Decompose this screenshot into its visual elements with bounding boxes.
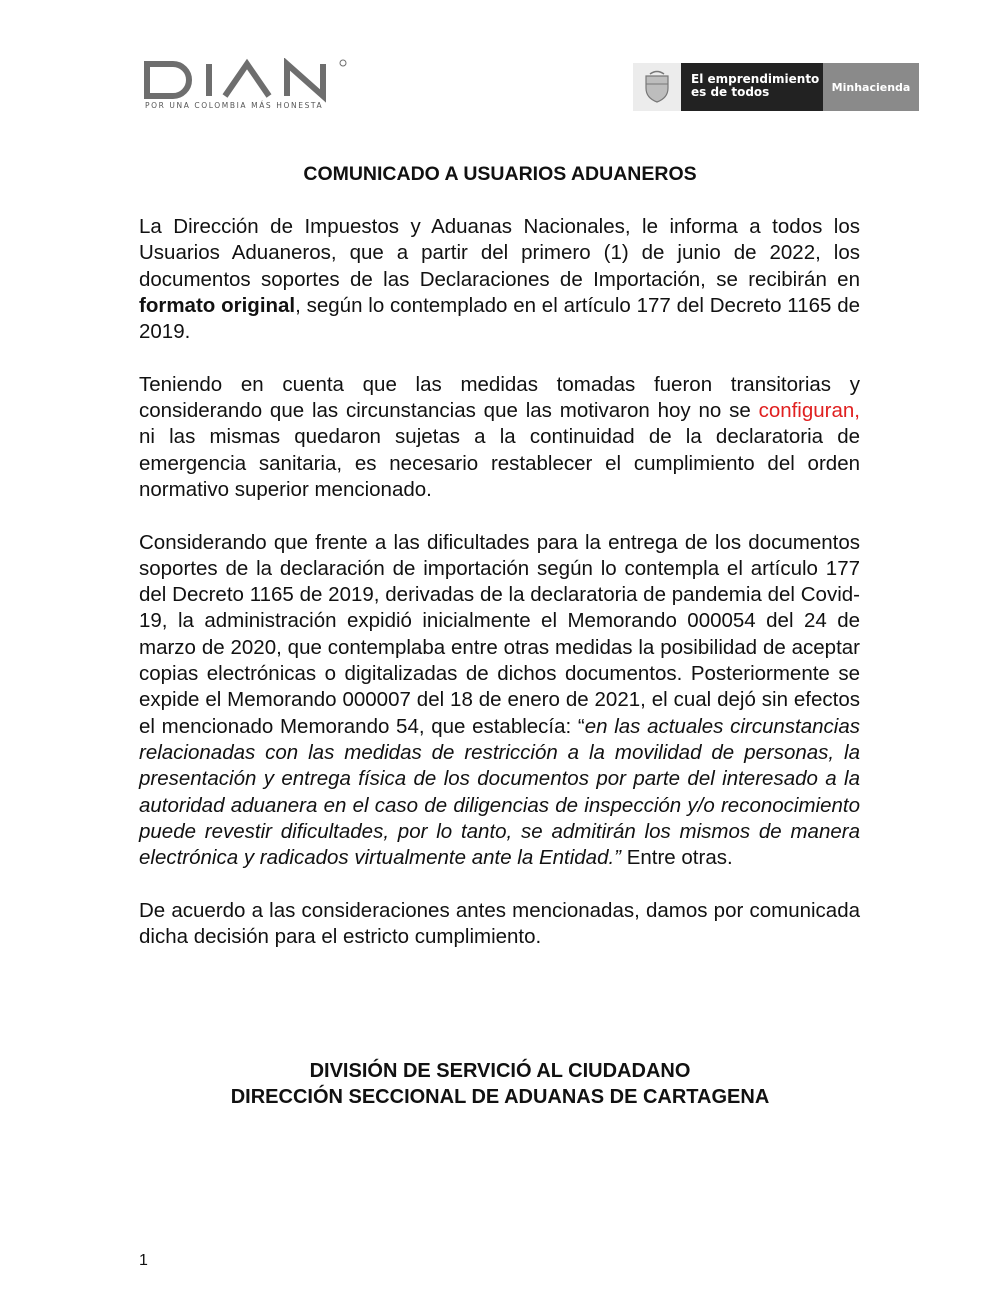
p2-text-b: ni las mismas quedaron sujetas a la continuidad de la declaratoria de emergencia sanitaria, es necesario restablecer el cumplimiento del orden normativo superior mencionado.: [139, 425, 860, 501]
ministry-label: Minhacienda: [823, 63, 919, 111]
p3-quote: en las actuales circunstancias relacionadas con las medidas de restricción a la movilidad de personas, la presentación y entrega física de los documentos por parte del interesado a la autoridad aduanera en el caso de diligencias de inspección y/o reconocimiento puede revestir dificultades, por lo tanto, se admitirán los mismos de manera electrónica y radicados virtualmente ante la Entidad.”: [139, 714, 860, 870]
signature-block: [0, 1058, 1000, 1110]
paragraph-1: [139, 214, 860, 345]
p1-text-a: La Dirección de Impuestos y Aduanas Nacionales, le informa a todos los Usuarios Aduaneros, que a partir del primero (1) de junio de 2022, los documentos soportes de las Declaraciones de Importación, se recibirán en: [139, 215, 860, 291]
p3-text-b: Entre otras.: [621, 846, 733, 870]
document-title: COMUNICADO A USUARIOS ADUANEROS: [303, 163, 697, 185]
signature-line-1: DIVISIÓN DE SERVICIÓ AL CIUDADANO: [309, 1060, 691, 1082]
signature-line-2: DIRECCIÓN SECCIONAL DE ADUANAS DE CARTAGENA: [230, 1086, 770, 1108]
p1-bold-text: formato original: [139, 293, 296, 317]
paragraph-4: De acuerdo a las consideraciones antes mencionadas, damos por comunicada dicha decisión para el estricto cumplimiento.: [139, 898, 860, 949]
government-banner: [633, 63, 919, 111]
document-body: [139, 214, 860, 977]
slogan-line-2: es de todos: [691, 85, 770, 99]
government-slogan: [681, 63, 823, 111]
paragraph-2: [139, 372, 860, 503]
p2-text-a: Teniendo en cuenta que las medidas tomadas fueron transitorias y considerando que las circunstancias que las motivaron hoy no se: [139, 372, 860, 423]
p1-text-b: , según lo contemplado en el artículo 177 del Decreto 1165 de 2019.: [139, 293, 860, 344]
page-number: 1: [139, 1252, 148, 1269]
dian-tagline: POR UNA COLOMBIA MÁS HONESTA: [145, 101, 324, 110]
p2-red-text: configuran,: [758, 399, 860, 423]
slogan-line-1: El emprendimiento: [691, 72, 820, 86]
paragraph-3: [139, 530, 860, 872]
p3-text-a: Considerando que frente a las dificultades para la entrega de los documentos soportes de la declaración de importación según lo contempla el artículo 177 del Decreto 1165 de 2019, derivadas de la declaratoria de pandemia del Covid-19, la administración expidió inicialmente el Memorando 000054 del 24 de marzo de 2020, que contemplaba entre otras medidas la posibilidad de aceptar copias electrónicas o digitalizadas de dichos documentos. Posteriormente se expide el Memorando 000007 del 18 de enero de 2021, el cual dejó sin efectos el mencionado Memorando 54, que establecía: “: [139, 530, 860, 738]
coat-of-arms-icon: [633, 63, 681, 111]
